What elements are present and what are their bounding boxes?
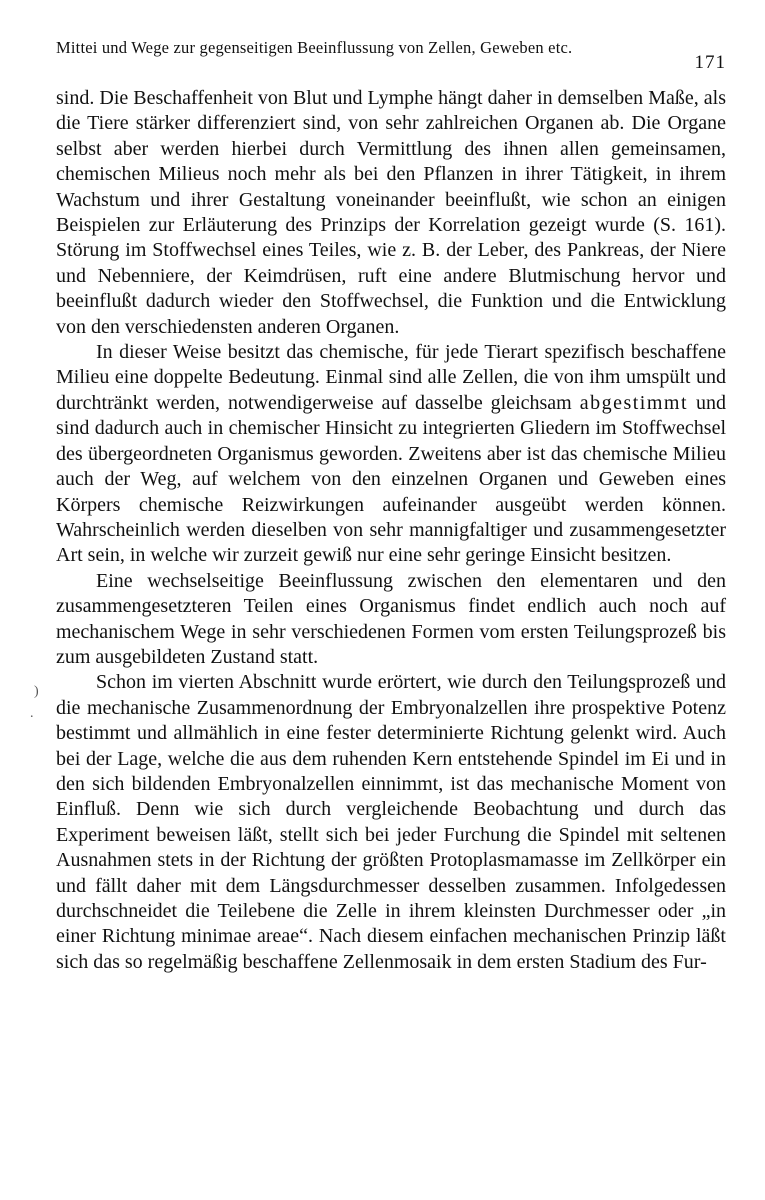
running-head — [56, 38, 726, 73]
paragraph-4 — [56, 670, 726, 975]
paragraph-4-text: Schon im vierten Abschnitt wurde erörtert, wie durch den Teilungsprozeß und die mechanische Zusammenordnung der Embryonalzellen ihre prospektive Potenz bestimmt und allmählich in eine fester determinierte Richtung gelenkt wird. Auch bei der Lage, welche die aus dem ruhenden Kern entstehende Spindel im Ei und in den sich bildenden Embryonalzellen einnimmt, ist das mechanische Moment von Einfluß. Denn wie sich durch vergleichende Beobachtung und durch das Experiment beweisen läßt, stellt sich bei jeder Furchung die Spindel mit seltenen Ausnahmen stets in der Richtung der größten Protoplasmamasse im Zellkörper ein und fällt daher mit dem Längsdurchmesser desselben zusammen. Infolgedessen durchschneidet die Teilebene die Zelle in ihrem kleinsten Durchmesser oder „in einer Richtung minimae areae“. Nach diesem einfachen mechanischen Prinzip läßt sich das so regelmäßig beschaffene Zellenmosaik in dem ersten Stadium des Fur- — [56, 671, 726, 973]
margin-mark-1: ) — [34, 684, 39, 699]
paragraph-1-text: sind. Die Beschaffenheit von Blut und Lymphe hängt daher in demselben Maße, als die Tiere stärker differenziert sind, von sehr zahlreichen Organen ab. Die Organe selbst aber werden hierbei durch Vermittlung des ihnen allen gemeinsamen, chemischen Milieus noch mehr als bei den Pflanzen in ihrer Tätigkeit, in ihrem Wachstum und ihrer Gestaltung voneinander beeinflußt, wie schon an einigen Beispielen zur Erläuterung des Prinzips der Korrelation gezeigt wurde (S. 161). Störung im Stoffwechsel eines Teiles, wie z. B. der Leber, des Pankreas, der Niere und Nebenniere, der Keimdrüsen, ruft eine andere Blutmischung hervor und beeinflußt dadurch wieder den Stoffwechsel, die Funktion und die Entwicklung von den verschiedensten anderen Organen. — [56, 87, 726, 338]
page-number: 171 — [694, 52, 726, 73]
paragraph-1 — [56, 86, 726, 340]
paragraph-2-text-a: In dieser Weise besitzt das chemische, für jede Tierart spezifisch beschaffene Milieu eine doppelte Bedeutung. Einmal sind alle Zellen, die von ihm umspült und durchtränkt werden, notwendigerweise auf dasselbe gleichsam — [56, 341, 726, 414]
paragraph-3-text: Eine wechselseitige Beeinflussung zwischen den elementaren und den zusammengesetzteren Teilen eines Organismus findet endlich auch noch auf mechanischem Wege in sehr verschiedenen Formen vom ersten Teilungsprozeß bis zum ausgebildeten Zustand statt. — [56, 569, 726, 668]
paragraph-2-text-b: und sind dadurch auch in chemischer Hinsicht zu integrierten Gliedern im Stoffwechsel des übergeordneten Organismus geworden. Zweitens aber ist das chemische Milieu auch der Weg, auf welchem von den einzelnen Organen und Geweben eines Körpers chemische Reizwirkungen aufeinander ausgeübt werden können. Wahrscheinlich werden dieselben von sehr mannigfaltiger und zusammengesetzter Art sein, in welche wir zurzeit gewiß nur eine sehr geringe Einsicht besitzen. — [56, 391, 726, 567]
running-title: Mittei und Wege zur gegenseitigen Beeinflussung von Zellen, Geweben etc. — [56, 38, 573, 57]
body-text — [56, 86, 726, 975]
emphasis-abgestimmt: abgestimmt — [579, 391, 689, 414]
margin-mark-2: . — [30, 706, 34, 721]
paragraph-3 — [56, 569, 726, 671]
paragraph-2 — [56, 340, 726, 569]
